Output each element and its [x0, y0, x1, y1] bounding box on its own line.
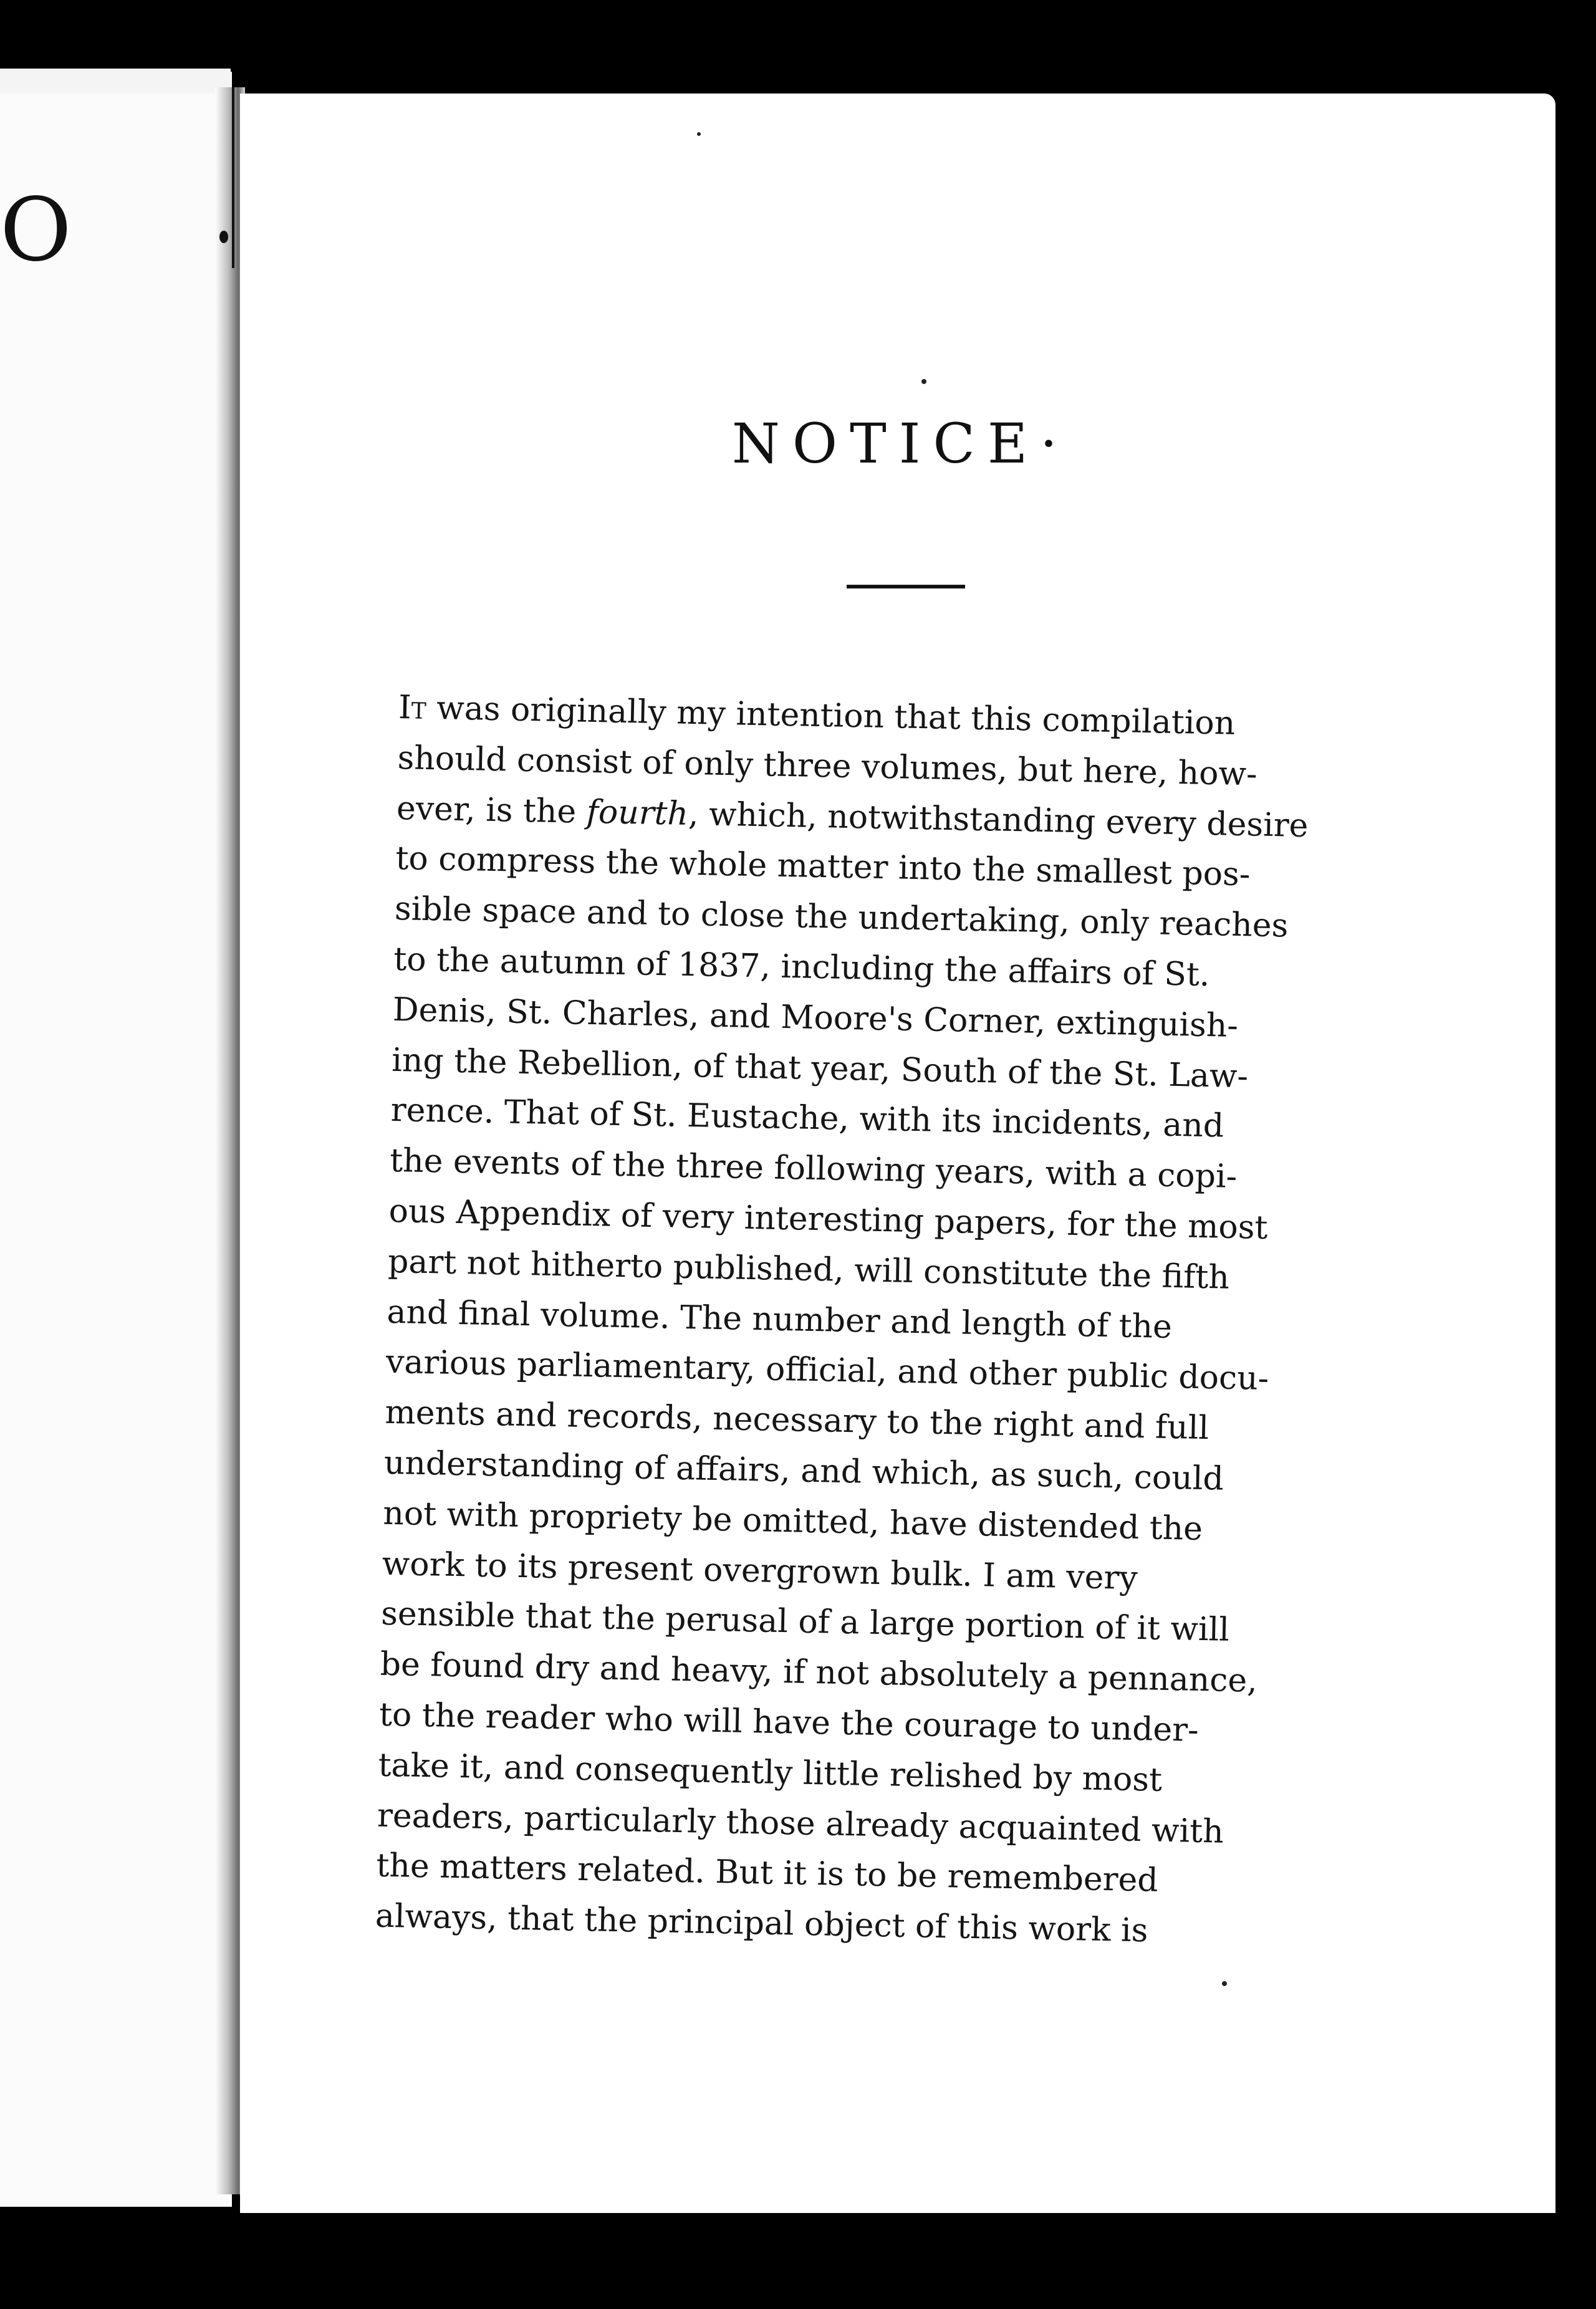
text-line: not with propriety be omitted, have distended the [382, 1494, 1203, 1548]
print-speck [1222, 1981, 1227, 1986]
text-line: ous Appendix of very interesting papers, for the most [388, 1192, 1268, 1247]
text-line: the events of the three following years, with a copi- [389, 1142, 1238, 1196]
page-title: NOTICE· [731, 411, 1070, 476]
text-line: should consist of only three volumes, but here, how- [397, 739, 1258, 794]
text-line: part not hitherto published, will constitute the fifth [387, 1242, 1230, 1297]
text-line: various parliamentary, official, and other public docu- [385, 1343, 1269, 1398]
left-page-top-edge [0, 69, 231, 94]
text-line: to the autumn of 1837, including the affairs of St. [393, 940, 1210, 994]
text-line: always, that the principal object of this work is [375, 1897, 1148, 1950]
italic-word: fourth [586, 793, 689, 833]
text-line: rence. That of St. Eustache, with its incidents, and [390, 1092, 1224, 1145]
text-line: ever, is the fourth, which, notwithstanding every desire [396, 789, 1309, 845]
text-line: sensible that the perusal of a large portion of it will [380, 1595, 1230, 1649]
title-rule [847, 585, 965, 588]
left-page-text-fragment: O [0, 180, 72, 281]
opening-word: It [398, 688, 427, 727]
print-speck [697, 132, 701, 136]
text-line: sible space and to close the undertaking, only reaches [394, 890, 1289, 945]
text-line: It was originally my intention that this compilation [398, 688, 1236, 742]
text-line: to compress the whole matter into the smallest pos- [395, 840, 1251, 894]
text-line: to the reader who will have the courage to under- [378, 1696, 1199, 1749]
text-line: and final volume. The number and length of the [387, 1293, 1173, 1346]
binding-line [232, 87, 234, 268]
margin-mark [219, 231, 228, 243]
text-line: Denis, St. Charles, and Moore's Corner, extinguish- [392, 991, 1239, 1045]
text-line: work to its present overgrown bulk. I am very [382, 1545, 1138, 1597]
text-line: readers, particularly those already acquainted with [377, 1797, 1224, 1851]
text-line: the matters related. But it is to be remembered [375, 1846, 1159, 1900]
print-speck [921, 379, 926, 384]
left-page [0, 72, 232, 2207]
notice-body [375, 683, 1355, 1960]
text-line: take it, and consequently little relished by most [378, 1746, 1163, 1799]
text-line: be found dry and heavy, if not absolutely a pennance, [380, 1645, 1258, 1700]
text-line: understanding of affairs, and which, as such, could [383, 1444, 1224, 1498]
text-line: ments and records, necessary to the right and full [384, 1393, 1209, 1447]
text-line: ing the Rebellion, of that year, South of the St. Law- [391, 1041, 1249, 1095]
